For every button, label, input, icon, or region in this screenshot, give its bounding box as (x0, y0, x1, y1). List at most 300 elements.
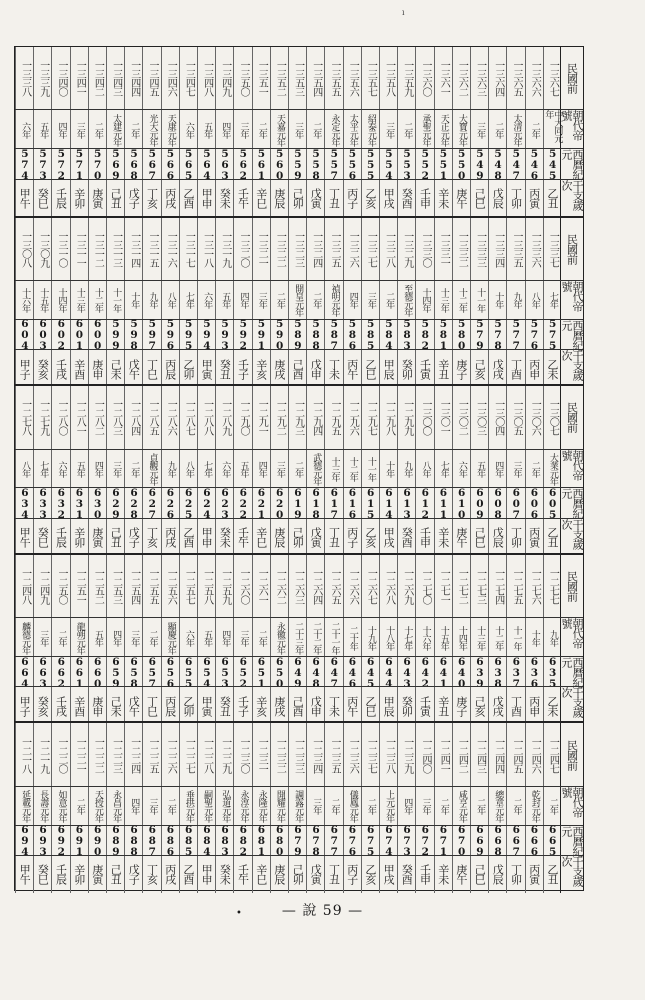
cell-text: 乙亥 (363, 527, 377, 548)
cell-era (379, 787, 397, 826)
cell-text: 603 (37, 318, 50, 352)
cell-gz (106, 180, 124, 217)
cell-text: 三年 (420, 798, 431, 815)
cell-text: 670 (455, 824, 468, 858)
cell-text: 八年 (20, 460, 31, 477)
cell-gz (15, 687, 33, 724)
cell-era (543, 618, 561, 657)
cell-text: 一三二三 (292, 230, 304, 267)
cell-era (415, 618, 433, 657)
cell-year (179, 320, 197, 350)
cell-text: 636 (528, 655, 541, 689)
cell-year (288, 487, 306, 521)
cell-era (179, 618, 197, 657)
cell-era (70, 618, 88, 657)
row-header-label: 西曆紀元 (560, 488, 584, 519)
cell-minguo (233, 555, 251, 617)
cell-text: 己亥 (473, 358, 487, 379)
cell-gz (361, 687, 379, 724)
cell-text: 庚寅 (90, 527, 104, 548)
cell-gz (379, 687, 397, 724)
cell-era (470, 787, 488, 826)
cell-gz (543, 687, 561, 724)
cell-era (142, 450, 160, 489)
cell-year (488, 149, 506, 179)
cell-text: 一三三九 (37, 60, 49, 97)
cell-minguo (379, 47, 397, 109)
cell-text: 五年 (92, 629, 103, 646)
cell-text: 一二四〇 (419, 736, 431, 773)
cell-text: 癸酉 (400, 527, 414, 548)
cell-era (106, 787, 124, 826)
cell-era (252, 787, 270, 826)
cell-era (15, 281, 33, 320)
cell-gz (15, 180, 33, 217)
cell-year (197, 657, 215, 687)
cell-text: 613 (401, 487, 414, 521)
cell-text: 咸亨元年 (456, 790, 467, 823)
row-header-label: 民國前 (565, 402, 579, 433)
cell-text: 664 (18, 655, 31, 689)
cell-minguo (434, 218, 452, 280)
cell-text: 六年 (202, 292, 213, 309)
cell-text: 庚寅 (90, 188, 104, 209)
cell-text: 甲子 (18, 695, 32, 716)
cell-gz (106, 856, 124, 893)
cell-era (70, 450, 88, 489)
cell-text: 甲申 (200, 527, 214, 548)
cell-year (379, 826, 397, 856)
cell-text: 總章元年 (493, 790, 504, 823)
cell-text: 庚午 (454, 188, 468, 209)
cell-year (33, 149, 51, 179)
cell-text: 588 (310, 318, 323, 352)
row-header-gz (560, 687, 583, 724)
cell-era (106, 450, 124, 489)
cell-minguo (215, 723, 233, 785)
cell-year (124, 826, 142, 856)
row-header-minguo (560, 555, 583, 617)
cell-text: 一三一四 (128, 230, 140, 267)
cell-minguo (488, 555, 506, 617)
cell-text: 丁卯 (509, 527, 523, 548)
cell-text: 一二二六 (165, 736, 177, 773)
cell-text: 庚午 (454, 527, 468, 548)
cell-text: 567 (146, 147, 159, 181)
cell-gz (179, 519, 197, 556)
cell-text: 586 (346, 318, 359, 352)
cell-text: 一二五六 (165, 567, 177, 604)
cell-text: 二年 (256, 629, 267, 646)
cell-gz (270, 180, 288, 217)
cell-era (197, 110, 215, 149)
cell-minguo (506, 218, 524, 280)
cell-text: 二年 (529, 460, 540, 477)
cell-gz (197, 687, 215, 724)
cell-text: 九年 (402, 460, 413, 477)
cell-text: 626 (164, 487, 177, 521)
cell-text: 655 (182, 655, 195, 689)
cell-gz (33, 350, 51, 387)
cell-era (179, 787, 197, 826)
cell-era (288, 787, 306, 826)
cell-text: 627 (146, 487, 159, 521)
cell-text: 天正元年 (438, 113, 449, 146)
cell-text: 一二八三 (110, 399, 122, 436)
cell-text: 643 (401, 655, 414, 689)
cell-text: 679 (291, 824, 304, 858)
table-block (15, 721, 583, 892)
cell-text: 己未 (109, 695, 123, 716)
cell-minguo (470, 723, 488, 785)
cell-era (288, 110, 306, 149)
cell-text: 一二七五 (510, 567, 522, 604)
cell-text: 一二四一 (438, 736, 450, 773)
cell-minguo (397, 218, 415, 280)
cell-text: 585 (364, 318, 377, 352)
cell-year (270, 320, 288, 350)
row-header-minguo (560, 218, 583, 280)
cell-text: 一二三五 (328, 736, 340, 773)
cell-minguo (452, 723, 470, 785)
cell-text: 597 (146, 318, 159, 352)
cell-minguo (343, 555, 361, 617)
cell-year (324, 487, 342, 521)
cell-year (525, 487, 543, 521)
cell-text: 一二八七 (183, 399, 195, 436)
cell-minguo (124, 555, 142, 617)
cell-text: 九年 (547, 629, 558, 646)
cell-text: 583 (401, 318, 414, 352)
cell-text: 596 (164, 318, 177, 352)
cell-text: 657 (146, 655, 159, 689)
cell-minguo (88, 386, 106, 448)
cell-era (343, 787, 361, 826)
cell-era (324, 618, 342, 657)
cell-era (470, 618, 488, 657)
cell-era (506, 618, 524, 657)
cell-text: 672 (419, 824, 432, 858)
row-era (15, 109, 583, 149)
cell-minguo (306, 47, 324, 109)
cell-text: 永昌元年 (111, 790, 122, 823)
cell-minguo (15, 723, 33, 785)
row-gz (15, 179, 583, 217)
cell-gz (252, 856, 270, 893)
cell-text: 二年 (274, 292, 285, 309)
cell-text: 甲子 (18, 358, 32, 379)
cell-text: 戊子 (127, 864, 141, 885)
cell-text: 660 (91, 655, 104, 689)
cell-text: 一二五四 (128, 567, 140, 604)
cell-text: 丙申 (527, 695, 541, 716)
cell-text: 562 (237, 147, 250, 181)
cell-text: 600 (91, 318, 104, 352)
cell-text: 637 (510, 655, 523, 689)
row-gz (15, 686, 583, 724)
cell-text: 一二八四 (128, 399, 140, 436)
cell-text: 壬子 (236, 358, 250, 379)
cell-text: 一三六五 (510, 60, 522, 97)
chronology-table (14, 46, 584, 891)
cell-year (506, 487, 524, 521)
cell-text: 庚戌 (272, 695, 286, 716)
cell-text: 一二八二 (92, 399, 104, 436)
cell-text: 四年 (220, 121, 231, 138)
cell-gz (51, 180, 69, 217)
cell-minguo (197, 723, 215, 785)
cell-text: 辛巳 (254, 527, 268, 548)
cell-text: 一二三八 (383, 736, 395, 773)
cell-text: 二年 (329, 798, 340, 815)
cell-text: 三年 (511, 460, 522, 477)
cell-minguo (488, 218, 506, 280)
cell-text: 一三三一 (438, 230, 450, 267)
cell-text: 大業元年 (547, 452, 558, 485)
cell-era (124, 110, 142, 149)
cell-year (252, 320, 270, 350)
cell-text: 六年 (183, 629, 194, 646)
cell-era (215, 110, 233, 149)
cell-era (525, 450, 543, 489)
cell-year (343, 320, 361, 350)
cell-year (434, 487, 452, 521)
cell-minguo (51, 47, 69, 109)
row-era (15, 617, 583, 657)
cell-year (470, 657, 488, 687)
cell-minguo (543, 386, 561, 448)
cell-year (470, 487, 488, 521)
cell-text: 太清元年 (511, 113, 522, 146)
cell-text: 乙丑 (545, 864, 559, 885)
cell-text: 二年 (438, 798, 449, 815)
cell-text: 甲辰 (382, 695, 396, 716)
cell-text: 一二九二 (274, 399, 286, 436)
cell-era (470, 450, 488, 489)
cell-minguo (397, 723, 415, 785)
cell-era (252, 281, 270, 320)
cell-text: 686 (164, 824, 177, 858)
cell-gz (306, 687, 324, 724)
cell-text: 623 (219, 487, 232, 521)
cell-minguo (70, 218, 88, 280)
cell-minguo (288, 386, 306, 448)
cell-year (543, 320, 561, 350)
cell-text: 一三二二 (274, 230, 286, 267)
cell-minguo (397, 386, 415, 448)
cell-text: 一二七七 (547, 567, 559, 604)
row-minguo (15, 555, 583, 617)
cell-minguo (88, 218, 106, 280)
cell-text: 一三〇四 (492, 399, 504, 436)
cell-text: 584 (382, 318, 395, 352)
row-header-label: 民國前 (565, 233, 579, 264)
cell-text: 麟德元年 (20, 621, 31, 654)
cell-text: 一三一九 (219, 230, 231, 267)
cell-minguo (270, 555, 288, 617)
cell-text: 辛酉 (72, 358, 86, 379)
cell-era (543, 110, 561, 149)
cell-text: 一三三五 (510, 230, 522, 267)
cell-text: 663 (37, 655, 50, 689)
cell-text: 一三一一 (74, 230, 86, 267)
cell-text: 紹泰元年 (365, 113, 376, 146)
cell-text: 一二七三 (474, 567, 486, 604)
cell-era (306, 787, 324, 826)
cell-text: 丙午 (345, 695, 359, 716)
cell-text: 555 (364, 147, 377, 181)
cell-text: 癸未 (218, 188, 232, 209)
cell-text: 二年 (475, 798, 486, 815)
cell-text: 癸未 (218, 527, 232, 548)
cell-year (142, 149, 160, 179)
cell-text: 601 (73, 318, 86, 352)
cell-text: 己巳 (473, 188, 487, 209)
cell-text: 一二二三 (110, 736, 122, 773)
cell-text: 一三六三 (474, 60, 486, 97)
cell-gz (288, 180, 306, 217)
cell-gz (197, 180, 215, 217)
table-block (15, 553, 583, 724)
cell-text: 庚寅 (90, 864, 104, 885)
cell-text: 一二七四 (492, 567, 504, 604)
cell-text: 三年 (38, 629, 49, 646)
cell-text: 561 (255, 147, 268, 181)
cell-text: 一三五九 (401, 60, 413, 97)
cell-text: 570 (91, 147, 104, 181)
cell-year (343, 487, 361, 521)
cell-minguo (343, 47, 361, 109)
cell-gz (361, 856, 379, 893)
row-header-label: 西曆紀元 (560, 319, 584, 350)
cell-gz (470, 180, 488, 217)
cell-text: 575 (546, 318, 559, 352)
cell-text: 611 (437, 487, 450, 521)
cell-minguo (106, 555, 124, 617)
cell-year (361, 826, 379, 856)
cell-text: 戊子 (127, 188, 141, 209)
cell-year (51, 149, 69, 179)
cell-text: 二年 (547, 798, 558, 815)
cell-gz (452, 856, 470, 893)
cell-minguo (361, 723, 379, 785)
cell-text: 甲申 (200, 188, 214, 209)
cell-era (124, 281, 142, 320)
cell-year (470, 149, 488, 179)
row-header-year (560, 657, 583, 687)
cell-era (233, 281, 251, 320)
cell-text: 丁丑 (327, 527, 341, 548)
cell-gz (397, 856, 415, 893)
cell-text: 一二三七 (365, 736, 377, 773)
cell-minguo (161, 555, 179, 617)
cell-text: 己卯 (291, 188, 305, 209)
cell-text: 二年 (384, 292, 395, 309)
cell-text: 一二九五 (328, 399, 340, 436)
cell-text: 676 (346, 824, 359, 858)
cell-minguo (15, 218, 33, 280)
cell-year (88, 657, 106, 687)
cell-text: 十六年 (20, 288, 31, 313)
cell-text: 576 (528, 318, 541, 352)
row-header-era (560, 618, 583, 657)
cell-text: 一三六〇 (419, 60, 431, 97)
cell-minguo (324, 47, 342, 109)
cell-text: 六年 (456, 460, 467, 477)
cell-text: 一二一八 (19, 736, 31, 773)
cell-era (379, 110, 397, 149)
cell-era (124, 450, 142, 489)
cell-text: 一三六一 (438, 60, 450, 97)
cell-minguo (179, 218, 197, 280)
cell-text: 庚子 (454, 695, 468, 716)
cell-text: 戊申 (309, 358, 323, 379)
cell-text: 乙卯 (181, 358, 195, 379)
cell-text: 二年 (402, 121, 413, 138)
cell-minguo (415, 218, 433, 280)
cell-text: 一三五一 (256, 60, 268, 97)
cell-year (197, 487, 215, 521)
cell-text: 一三五三 (292, 60, 304, 97)
cell-text: 十二年 (456, 288, 467, 313)
cell-year (525, 149, 543, 179)
cell-era (506, 110, 524, 149)
cell-text: 591 (255, 318, 268, 352)
cell-era (252, 618, 270, 657)
cell-gz (70, 350, 88, 387)
cell-era (197, 450, 215, 489)
cell-text: 595 (182, 318, 195, 352)
cell-text: 一三三七 (547, 230, 559, 267)
cell-text: 八年 (165, 292, 176, 309)
cell-gz (215, 856, 233, 893)
cell-text: 癸亥 (36, 695, 50, 716)
cell-text: 一二八九 (219, 399, 231, 436)
cell-gz (215, 350, 233, 387)
cell-text: 丙戌 (163, 527, 177, 548)
cell-year (215, 149, 233, 179)
cell-text: 631 (73, 487, 86, 521)
cell-text: 552 (419, 147, 432, 181)
cell-text: 一二三〇 (237, 736, 249, 773)
cell-era (488, 110, 506, 149)
cell-era (452, 618, 470, 657)
cell-gz (397, 687, 415, 724)
cell-text: 668 (492, 824, 505, 858)
cell-text: 620 (273, 487, 286, 521)
cell-text: 丙寅 (527, 527, 541, 548)
cell-gz (506, 687, 524, 724)
cell-gz (142, 350, 160, 387)
cell-year (306, 487, 324, 521)
cell-text: 乙丑 (545, 527, 559, 548)
cell-year (51, 487, 69, 521)
cell-minguo (51, 723, 69, 785)
cell-minguo (434, 555, 452, 617)
cell-text: 547 (510, 147, 523, 181)
cell-minguo (543, 47, 561, 109)
row-header-year (560, 488, 583, 518)
cell-text: 三年 (365, 292, 376, 309)
row-header-label: 西曆紀元 (560, 825, 584, 856)
cell-text: 戊戌 (491, 358, 505, 379)
cell-era (106, 281, 124, 320)
cell-text: 一二四三 (474, 736, 486, 773)
cell-gz (179, 856, 197, 893)
cell-text: 辛卯 (72, 188, 86, 209)
cell-year (124, 657, 142, 687)
cell-text: 一三四八 (201, 60, 213, 97)
